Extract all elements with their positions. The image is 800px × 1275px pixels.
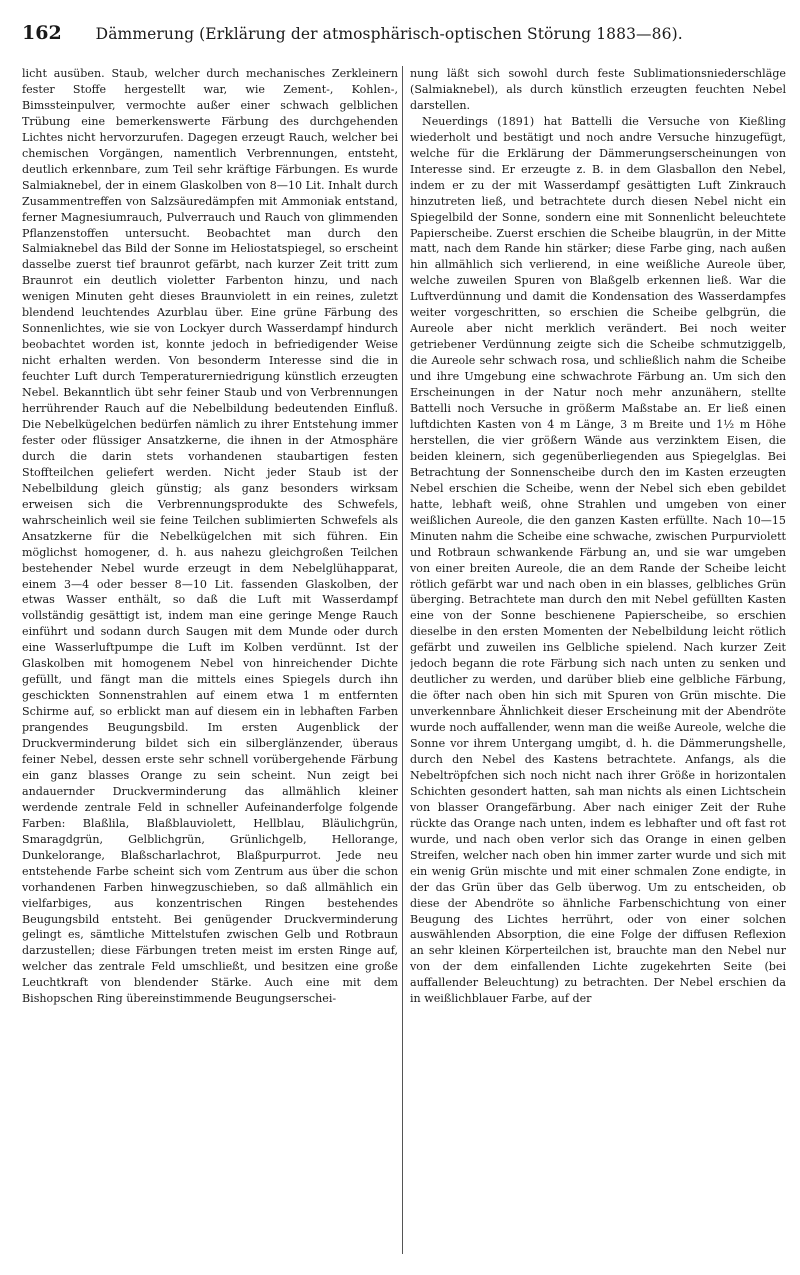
page-number: 162 bbox=[22, 22, 62, 44]
column-divider bbox=[402, 66, 403, 1254]
left-column bbox=[22, 66, 398, 1254]
paragraph: nung läßt sich sowohl durch feste Sublimationsniederschläge (Salmiaknebel), als durch künstlich erzeugten feuchten Nebel darstellen. bbox=[410, 67, 786, 112]
right-column bbox=[410, 66, 786, 1254]
page-header bbox=[22, 22, 778, 52]
paragraph: Neuerdings (1891) hat Battelli die Versuche von Kießling wiederholt und bestätigt und noch andre Versuche hinzugefügt, welche für die Erklärung der Dämmerungserscheinungen von Interesse sind. Er erzeugte z. B. in dem Glasballon den Nebel, indem er zu der mit Wasserdampf gesättigten Luft Zinkrauch hinzutreten ließ, und betrachtete durch diesen Nebel nicht ein Spiegelbild der Sonne, sondern eine mit Sonnenlicht beleuchtete Papierscheibe. Zuerst erschien die Scheibe blaugrün, in der Mitte matt, nach dem Rande hin stärker; diese Farbe ging, nach außen hin allmählich sich verlierend, in eine weißliche Aureole über, welche zuweilen Spuren von Blaßgelb erkennen ließ. War die Luftverdünnung und damit die Kondensation des Wasserdampfes weiter vorgeschritten, so erschien die Scheibe gelbgrün, die Aureole aber nicht merklich verändert. Bei noch weiter getriebener Verdünnung zeigte sich die Scheibe schmutziggelb, die Aureole sehr schwach rosa, und schließlich nahm die Scheibe und ihre Umgebung eine schwachrote Färbung an. Um sich den Erscheinungen in der Natur noch mehr anzunähern, stellte Battelli noch Versuche in größerm Maßstabe an. Er ließ einen luftdichten Kasten von 4 m Länge, 3 m Breite und 1½ m Höhe herstellen, die vier größern Wände aus verzinktem Eisen, die beiden kleinern, sich gegenüberliegenden aus Spiegelglas. Bei Betrachtung der Sonnenscheibe durch den im Kasten erzeugten Nebel erschien die Scheibe, wenn der Nebel sich eben gebildet hatte, lebhaft weiß, ohne Strahlen und umgeben von einer weißlichen Aureole, die den ganzen Kasten erfüllte. Nach 10—15 Minuten nahm die Scheibe eine schwache, zwischen Purpurviolett und Rotbraun schwankende Färbung an, und sie war umgeben von einer breiten Aureole, die an dem Rande der Scheibe leicht rötlich gefärbt war und nach oben in ein blasses, gelbliches Grün überging. Betrachtete man durch den mit Nebel gefüllten Kasten eine von der Sonne beschienene Papierscheibe, so erschien dieselbe in den ersten Momenten der Nebelbildung leicht rötlich gefärbt und zuweilen ins Gelbliche spielend. Nach kurzer Zeit jedoch begann die rote Färbung sich nach unten zu senken und deutlicher zu werden, und darüber blieb eine gelbliche Färbung, die öfter nach oben hin sich mit Spuren von Grün mischte. Die unverkennbare Ähnlichkeit dieser Erscheinung mit der Abendröte wurde noch auffallender, wenn man die weiße Aureole, welche die Sonne vor ihrem Untergang umgibt, d. h. die Dämmerungshelle, durch den Nebel des Kastens betrachtete. Anfangs, als die Nebeltröpfchen sich noch nicht nach ihrer Größe in horizontalen Schichten gesondert hatten, sah man nichts als einen Lichtschein von blasser Orangefärbung. Aber nach einiger Zeit der Ruhe rückte das Orange nach unten, indem es lebhafter und oft fast rot wurde, und nach oben verlor sich das Orange in einen gelben Streifen, welcher nach oben hin immer zarter wurde und sich mit ein wenig Grün mischte und mit einer schmalen Zone endigte, in der das Grün über das Gelb überwog. Um zu entscheiden, ob diese der Abendröte so ähnliche Farbenschichtung von einer Beugung des Lichtes herrührt, oder von einer solchen auswählenden Absorption, die eine Folge der diffusen Reflexion an sehr kleinen Körperteilchen ist, brauchte man den Nebel nur von der dem einfallenden Lichte zugekehrten Seite (bei auffallender Beleuchtung) zu betrachten. Der Nebel erschien da in weißlichblauer Farbe, auf der bbox=[410, 114, 786, 1006]
paragraph: licht ausüben. Staub, welcher durch mechanisches Zerkleinern fester Stoffe hergestellt war, wie Zement-, Kohlen-, Bimssteinpulver, vermochte außer einer schwach gelblichen Trübung eine bemerkenswerte Färbung des durchgehenden Lichtes nicht hervorzurufen. Dagegen erzeugt Rauch, welcher bei chemischen Vorgängen, namentlich Verbrennungen, entsteht, deutlich erkennbare, zum Teil sehr kräftige Färbungen. Es wurde Salmiaknebel, der in einem Glaskolben von 8—10 Lit. Inhalt durch Zusammentreffen von Salzsäuredämpfen mit Ammoniak entstand, ferner Magnesiumrauch, Pulverrauch und Rauch von glimmenden Pflanzenstoffen untersucht. Beobachtet man durch den Salmiaknebel das Bild der Sonne im Heliostatspiegel, so erscheint dasselbe zuerst tief braunrot gefärbt, nach kurzer Zeit tritt zum Braunrot ein deutlich violetter Farbenton hinzu, und nach wenigen Minuten geht dieses Braunviolett in ein reines, zuletzt blendend leuchtendes Azurblau über. Eine grüne Färbung des Sonnenlichtes, wie sie von Lockyer durch Wasserdampf hindurch beobachtet worden ist, konnte jedoch in befriedigender Weise nicht erhalten werden. Von besonderm Interesse sind die in feuchter Luft durch Temperaturerniedrigung künstlich erzeugten Nebel. Bekanntlich übt sehr feiner Staub und von Verbrennungen herrührender Rauch auf die Nebelbildung bedeutenden Einfluß. Die Nebelkügelchen bedürfen nämlich zu ihrer Entstehung immer fester oder flüssiger Ansatzkerne, die ihnen in der Atmosphäre durch die darin stets vorhandenen staubartigen festen Stoffteilchen geliefert werden. Nicht jeder Staub ist der Nebelbildung gleich günstig; als ganz besonders wirksam erweisen sich die Verbrennungsprodukte des Schwefels, wahrscheinlich weil sie feine Teilchen sublimierten Schwefels als Ansatzkerne für die Nebelkügelchen mit sich führen. Ein möglichst homogener, d. h. aus nahezu gleichgroßen Teilchen bestehender Nebel wurde erzeugt in dem Nebelglühapparat, einem 3—4 oder besser 8—10 Lit. fassenden Glaskolben, der etwas Wasser enthält, so daß die Luft mit Wasserdampf vollständig gesättigt ist, indem man eine geringe Menge Rauch einführt und sodann durch Saugen mit dem Munde oder durch eine Wasserluftpumpe die Luft im Kolben verdünnt. Ist der Glaskolben mit homogenem Nebel von hinreichender Dichte gefüllt, und fängt man die mittels eines Spiegels durch ihn geschickten Sonnenstrahlen auf einem etwa 1 m entfernten Schirme auf, so erblickt man auf diesem ein in lebhaften Farben prangendes Beugungsbild. Im ersten Augenblick der Druckverminderung bildet sich ein silberglänzender, überaus feiner Nebel, dessen erste sehr schnell vorübergehende Färbung ein ganz blasses Orange zu sein scheint. Nun zeigt bei andauernder Druckverminderung das allmählich kleiner werdende zentrale Feld in schneller Aufeinanderfolge folgende Farben: Blaßlila, Blaßblauviolett, Hellblau, Bläulichgrün, Smaragdgrün, Gelblichgrün, Grünlichgelb, Hellorange, Dunkelorange, Blaßscharlachrot, Blaßpurpurrot. Jede neu entstehende Farbe scheint sich vom Zentrum aus über die schon vorhandenen Farben hinwegzuschieben, so daß allmählich ein vielfarbiges, aus konzentrischen Ringen bestehendes Beugungsbild entsteht. Bei genügender Druckverminderung gelingt es, sämtliche Mittelstufen zwischen Gelb und Rotbraun darzustellen; diese Färbungen treten meist im ersten Ringe auf, welcher das zentrale Feld umschließt, und besitzen eine große Leuchtkraft von blendender Stärke. Auch eine mit dem Bishopschen Ring übereinstimmende Beugungserschei- bbox=[22, 67, 398, 1006]
running-title: Dämmerung (Erklärung der atmosphärisch-optischen Störung 1883—86). bbox=[95, 25, 683, 43]
text-columns bbox=[22, 66, 786, 1254]
